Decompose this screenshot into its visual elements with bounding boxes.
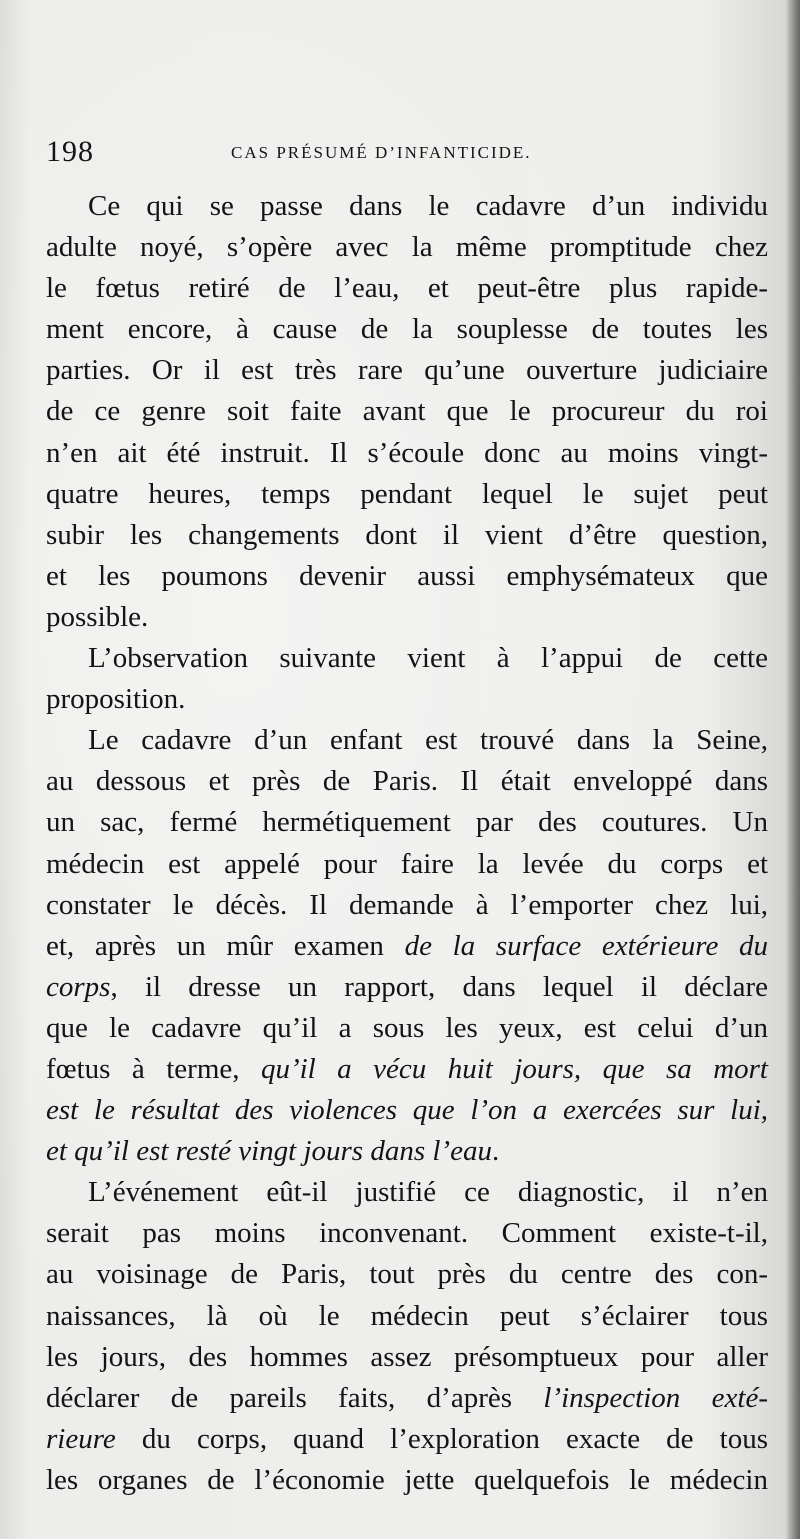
text-run: subir les changements dont il vient d’être question, <box>46 518 768 551</box>
text-run: possible. <box>46 600 149 633</box>
text-line <box>46 186 768 227</box>
text-run: les jours, des hommes assez présomptueux pour aller <box>46 1340 768 1373</box>
text-line <box>46 515 768 556</box>
text-run: adulte noyé, s’opère avec la même promptitude chez <box>46 231 768 264</box>
text-line <box>46 720 768 761</box>
text-run: que le cadavre qu’il a sous les yeux, est celui d’un <box>46 1011 768 1044</box>
text-line <box>46 1296 768 1337</box>
page-number: 198 <box>46 135 94 168</box>
text-run: un sac, fermé hermétiquement par des coutures. Un <box>46 806 768 839</box>
text-line <box>46 844 768 885</box>
text-run: et qu’il est resté vingt jours dans l’eau <box>46 1135 492 1168</box>
text-run: . <box>491 1135 500 1168</box>
text-run: serait pas moins inconvenant. Comment existe-t-il, <box>46 1217 768 1250</box>
text-run: rieure <box>46 1422 116 1455</box>
text-line <box>46 391 768 432</box>
text-line <box>46 1090 768 1131</box>
text-run: au voisinage de Paris, tout près du centre des con- <box>46 1258 768 1291</box>
text-run: et, après un mûr examen <box>46 929 405 962</box>
text-run: au dessous et près de Paris. Il était enveloppé dans <box>46 765 768 798</box>
text-line <box>46 679 768 720</box>
text-run: l’inspection exté- <box>543 1381 768 1414</box>
text-line <box>46 1254 768 1295</box>
text-line <box>46 1049 768 1090</box>
text-run: Le cadavre d’un enfant est trouvé dans la Seine, <box>88 724 768 757</box>
text-run: de la surface extérieure du <box>404 929 768 962</box>
text-line <box>46 474 768 515</box>
text-line <box>46 1460 768 1501</box>
running-head: CAS PRÉSUMÉ D’INFANTICIDE. <box>231 143 532 162</box>
text-line <box>46 761 768 802</box>
text-line <box>46 638 768 679</box>
text-run: naissances, là où le médecin peut s’éclairer tous <box>46 1299 768 1332</box>
text-run: qu’il a vécu huit jours, que sa mort <box>260 1052 768 1085</box>
text-line <box>46 1337 768 1378</box>
text-line <box>46 433 768 474</box>
text-run: du corps, quand l’exploration exacte de tous <box>115 1422 768 1455</box>
text-run: quatre heures, temps pendant lequel le sujet peut <box>46 477 768 510</box>
text-run: L’observation suivante vient à l’appui de cette <box>88 642 768 675</box>
text-run: L’événement eût-il justifié ce diagnostic, il n’en <box>88 1176 768 1209</box>
page-header <box>46 132 766 172</box>
text-line <box>46 309 768 350</box>
text-line <box>46 268 768 309</box>
text-run: n’en ait été instruit. Il s’écoule donc au moins vingt- <box>46 436 768 469</box>
text-run: fœtus à terme, <box>46 1052 261 1085</box>
text-line <box>46 926 768 967</box>
text-line <box>46 967 768 1008</box>
text-run: , il dresse un rapport, dans lequel il déclare <box>110 970 768 1003</box>
text-line <box>46 1008 768 1049</box>
text-run: Ce qui se passe dans le cadavre d’un individu <box>88 190 768 222</box>
text-run: le fœtus retiré de l’eau, et peut-être plus rapide- <box>46 272 768 305</box>
text-run: médecin est appelé pour faire la levée du corps et <box>46 847 768 880</box>
text-line <box>46 1131 768 1172</box>
text-line <box>46 1378 768 1419</box>
text-run: les organes de l’économie jette quelquefois le médecin <box>46 1463 768 1496</box>
text-line <box>46 1172 768 1213</box>
text-run: parties. Or il est très rare qu’une ouverture judiciaire <box>46 354 768 387</box>
text-run: corps <box>46 970 111 1003</box>
text-run: proposition. <box>46 683 186 716</box>
text-line <box>46 1213 768 1254</box>
text-line <box>46 227 768 268</box>
text-run: est le résultat des violences que l’on a exercées sur lui, <box>46 1094 768 1127</box>
text-line <box>46 556 768 597</box>
text-line <box>46 885 768 926</box>
text-run: constater le décès. Il demande à l’emporter chez lui, <box>46 888 768 921</box>
text-run: ment encore, à cause de la souplesse de toutes les <box>46 313 768 346</box>
text-line <box>46 802 768 843</box>
text-line <box>46 350 768 391</box>
page-gutter-shadow <box>786 0 800 1539</box>
text-run: déclarer de pareils faits, d’après <box>46 1381 544 1414</box>
text-line <box>46 1419 768 1460</box>
text-run: et les poumons devenir aussi emphysémateux que <box>46 559 768 592</box>
text-line <box>46 597 768 638</box>
body-text <box>46 186 768 1501</box>
text-run: de ce genre soit faite avant que le procureur du roi <box>46 395 768 428</box>
